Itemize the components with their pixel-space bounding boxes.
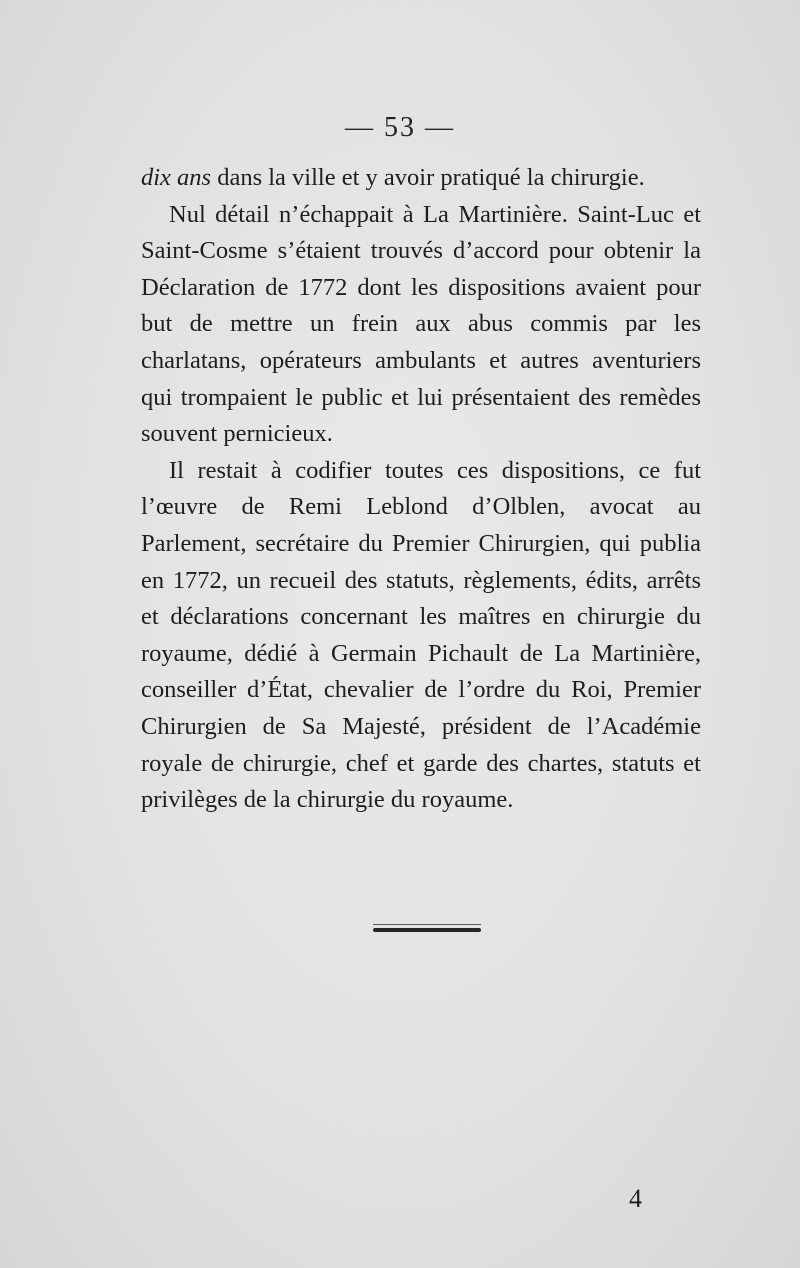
italic-phrase: dix ans — [141, 164, 212, 191]
page-number: — 53 — — [345, 112, 455, 143]
signature-mark: 4 — [629, 1184, 642, 1213]
body-text — [141, 160, 701, 819]
paragraph-2: Nul détail n’échappait à La Martinière. Saint-Luc et Saint-Cosme s’étaient trouvés d’accord pour obtenir la Déclaration de 1772 dont les dispositions avaient pour but de mettre un frein aux abus commis par les charlatans, opérateurs ambulants et autres aventuriers qui trompaient le public et lui présentaient des remèdes souvent pernicieux. — [141, 200, 701, 448]
section-divider — [373, 928, 481, 932]
paragraph-1 — [141, 160, 701, 197]
paragraph-1-rest: dans la ville et y avoir pratiqué la chirurgie. — [211, 164, 645, 191]
paragraph-3: Il restait à codifier toutes ces dispositions, ce fut l’œuvre de Remi Leblond d’Olblen, avocat au Parlement, secrétaire du Premier Chirurgien, qui publia en 1772, un recueil des statuts, règlements, édits, arrêts et déclarations concernant les maîtres en chirurgie du royaume, dédié à Germain Pichault de La Martinière, conseiller d’État, chevalier de l’ordre du Roi, Premier Chirurgien de Sa Majesté, président de l’Académie royale de chirurgie, chef et garde des chartes, statuts et privilèges de la chirurgie du royaume. — [141, 456, 701, 814]
